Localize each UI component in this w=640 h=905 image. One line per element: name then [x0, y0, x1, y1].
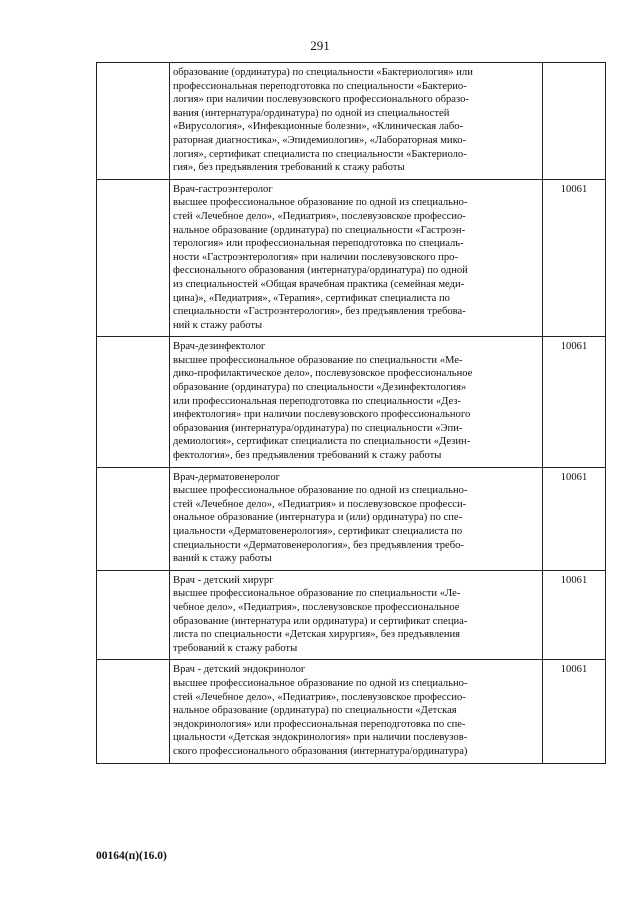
table-cell-empty — [97, 179, 170, 337]
table-cell-code — [543, 63, 606, 180]
entry-description: высшее профессиональное образование по специальности «Ме- дико-профилактическое дело», послевузовское профессиональное образование (ординатура) по специальности «Дезинфектология» или профессиональная переподготовка по специальности «Дез- инфектология» при наличии послевузовского профессионального образования (интернатура/ординатура) по специальности «Эпи- демиология», сертификат специалиста по специальности «Дезин- фектология», без предъявления требований к стажу работы — [173, 354, 473, 462]
table-cell-empty — [97, 570, 170, 660]
table-cell-code: 10061 — [543, 337, 606, 467]
entry-title: Врач - детский хирург — [173, 574, 274, 586]
document-footer-code: 00164(п)(16.0) — [96, 850, 167, 862]
table-cell-code: 10061 — [543, 660, 606, 763]
table-row — [97, 337, 606, 467]
qualification-table — [96, 62, 606, 764]
entry-title: Врач-дерматовенеролог — [173, 471, 280, 483]
table-cell-code: 10061 — [543, 570, 606, 660]
table-cell-code: 10061 — [543, 467, 606, 570]
page-number: 291 — [310, 38, 330, 53]
table-cell-code: 10061 — [543, 179, 606, 337]
entry-title: Врач-гастроэнтеролог — [173, 183, 273, 195]
table-cell-empty — [97, 337, 170, 467]
table-cell-requirements — [170, 570, 543, 660]
entry-description: высшее профессиональное образование по специальности «Ле- чебное дело», «Педиатрия», послевузовское профессиональное образование (интернатура или ординатура) и сертификат специа- листа по специальности «Детская хирургия», без предъявления требований к стажу работы — [173, 588, 468, 654]
entry-description: высшее профессиональное образование по одной из специально- стей «Лечебное дело», «Педиатрия» и послевузовское професси- ональное образование (интернатура и (или) ординатура) по спе- циальности «Дерматовенерология», сертификат специалиста по специальности «Дерматовенерология», без предъявления требо- ваний к стажу работы — [173, 485, 468, 565]
entry-description: высшее профессиональное образование по одной из специально- стей «Лечебное дело», «Педиатрия», послевузовское профессио- нальное образование (ординатура) по специальности «Гастроэн- терология» или профессиональная переподготовка по специаль- ности «Гастроэнтерология» при наличии послевузовского про- фессионального образования (интернатура/ординатура) по одной из специальностей «Общая врачебная практика (семейная меди- цина)», «Педиатрия», «Терапия», сертификат специалиста по специальности «Гастроэнтерология», без предъявления требова- ний к стажу работы — [173, 197, 468, 331]
entry-description: образование (ординатура) по специальности «Бактериология» или профессиональная переподготовка по специальности «Бактерио- логия» при наличии послевузовского профессионального образо- вания (интернатура/ординатура) по одной из специальностей «Вирусология», «Инфекционные болезни», «Клиническая лабо- раторная диагностика», «Эпидемиология», «Лабораторная мико- логия», сертификат специалиста по специальности «Бактериоло- гия», без предъявления требований к стажу работы — [173, 67, 473, 174]
table-row — [97, 570, 606, 660]
table-cell-requirements — [170, 660, 543, 763]
entry-description: высшее профессиональное образование по одной из специально- стей «Лечебное дело», «Педиатрия», послевузовское профессио- нальное образование (ординатура) по специальности «Детская эндокринология» или профессиональная переподготовка по спе- циальности «Детская эндокринология» при наличии послевузов- ского профессионального образования (интернатура/ординатура) — [173, 677, 468, 757]
table-cell-empty — [97, 467, 170, 570]
table-cell-requirements — [170, 63, 543, 180]
table-cell-empty — [97, 63, 170, 180]
entry-title: Врач-дезинфектолог — [173, 341, 266, 353]
table-row — [97, 660, 606, 763]
table-cell-requirements — [170, 179, 543, 337]
table-cell-empty — [97, 660, 170, 763]
table-row — [97, 467, 606, 570]
table-row — [97, 63, 606, 180]
entry-title: Врач - детский эндокринолог — [173, 664, 306, 676]
table-cell-requirements — [170, 467, 543, 570]
table-row — [97, 179, 606, 337]
table-cell-requirements — [170, 337, 543, 467]
